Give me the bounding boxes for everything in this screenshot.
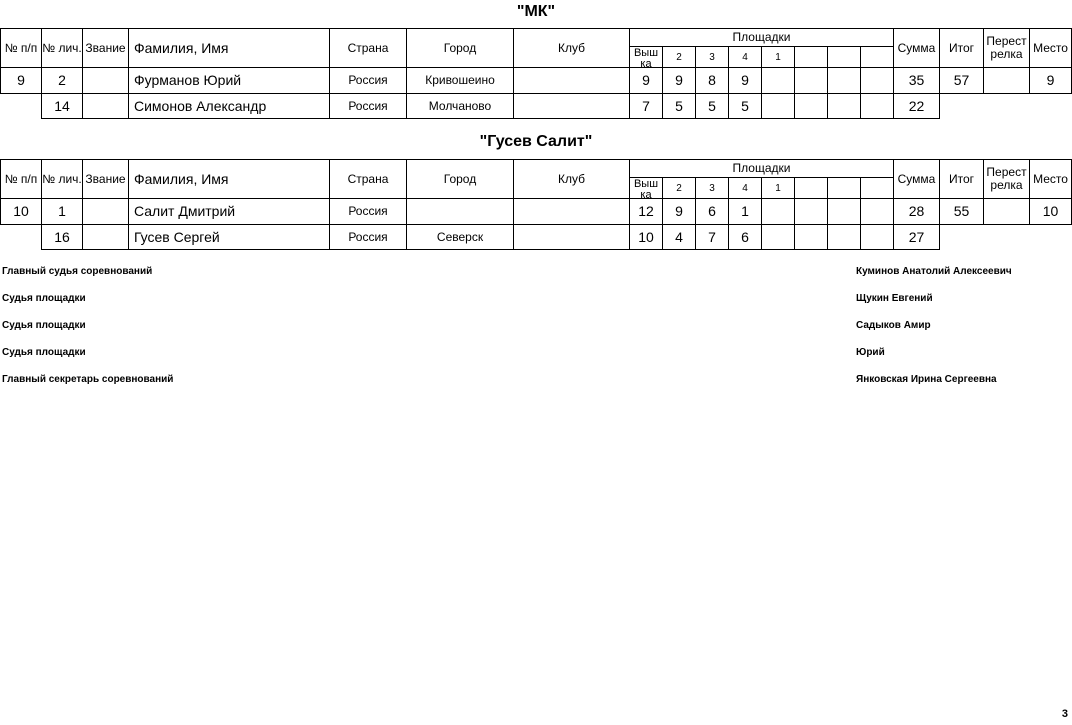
area-score [794,67,828,94]
signature-person: Щукин Евгений [856,293,933,304]
competitor-sum: 27 [893,224,940,250]
competitor-sum: 22 [893,93,940,119]
signature-role: Судья площадки [2,320,86,331]
area-score [860,198,894,225]
header-area-2: 2 [662,177,696,199]
team-shootoff [983,198,1030,225]
area-score: 5 [728,93,762,119]
competitor-country: Россия [329,67,407,94]
team-total: 57 [939,67,984,94]
competitor-city: Молчаново [406,93,514,119]
signature-person: Куминов Анатолий Алексеевич [856,266,1012,277]
competitor-city: Кривошеино [406,67,514,94]
header-rank: Звание [82,159,129,199]
competitor-country: Россия [329,224,407,250]
competitor-rank [82,198,129,225]
header-country: Страна [329,28,407,68]
signature-person: Юрий [856,347,885,358]
area-score [794,198,828,225]
header-area-7 [827,177,861,199]
header-areas: Площадки [629,159,894,178]
team-total: 55 [939,198,984,225]
team-number: 9 [0,67,42,94]
team-place: 9 [1029,67,1072,94]
signature-role: Судья площадки [2,293,86,304]
header-area-1: Выш ка [629,46,663,68]
competitor-city [406,198,514,225]
area-score: 5 [695,93,729,119]
header-club: Клуб [513,28,630,68]
header-area-2: 2 [662,46,696,68]
header-name: Фамилия, Имя [128,159,330,199]
area-score [827,224,861,250]
signature-person: Садыков Амир [856,320,931,331]
area-score [860,67,894,94]
header-area-1: Выш ка [629,177,663,199]
competitor-rank [82,224,129,250]
competitor-name: Симонов Александр [128,93,330,119]
area-score [860,224,894,250]
competitor-country: Россия [329,198,407,225]
area-score [827,198,861,225]
team-shootoff [983,67,1030,94]
competitor-country: Россия [329,93,407,119]
signature-role: Главный судья соревнований [2,266,153,277]
competitor-license: 14 [41,93,83,119]
competitor-license: 16 [41,224,83,250]
header-shootoff: Перест релка [983,28,1030,68]
header-area-8 [860,177,894,199]
signature-person: Янковская Ирина Сергеевна [856,374,997,385]
area-score: 9 [662,67,696,94]
team-number: 10 [0,198,42,225]
area-score [761,67,795,94]
header-num: № п/п [0,159,42,199]
competitor-license: 2 [41,67,83,94]
area-score: 1 [728,198,762,225]
area-score [794,93,828,119]
area-score: 7 [629,93,663,119]
team-title: "Гусев Салит" [479,133,593,150]
competitor-name: Фурманов Юрий [128,67,330,94]
competitor-rank [82,67,129,94]
header-area-4: 4 [728,177,762,199]
header-rank: Звание [82,28,129,68]
competitor-club [513,93,630,119]
header-area-3: 3 [695,46,729,68]
page-number: 3 [1061,708,1068,720]
header-total: Итог [939,159,984,199]
header-area-8 [860,46,894,68]
signature-role: Главный секретарь соревнований [2,374,174,385]
team-title: "МК" [516,3,556,20]
header-city: Город [406,159,514,199]
competitor-club [513,198,630,225]
competitor-sum: 28 [893,198,940,225]
signature-role: Судья площадки [2,347,86,358]
area-score: 9 [629,67,663,94]
header-club: Клуб [513,159,630,199]
header-area-4: 4 [728,46,762,68]
area-score: 9 [728,67,762,94]
header-place: Место [1029,28,1072,68]
header-city: Город [406,28,514,68]
competitor-sum: 35 [893,67,940,94]
area-score [827,93,861,119]
competitor-license: 1 [41,198,83,225]
competitor-name: Гусев Сергей [128,224,330,250]
header-area-5: 1 [761,46,795,68]
competitor-name: Салит Дмитрий [128,198,330,225]
competitor-city: Северск [406,224,514,250]
header-place: Место [1029,159,1072,199]
area-score [860,93,894,119]
competitor-club [513,67,630,94]
header-area-7 [827,46,861,68]
area-score: 10 [629,224,663,250]
area-score [827,67,861,94]
header-country: Страна [329,159,407,199]
area-score [761,224,795,250]
header-shootoff: Перест релка [983,159,1030,199]
competitor-club [513,224,630,250]
competitor-rank [82,93,129,119]
header-sum: Сумма [893,28,940,68]
header-sum: Сумма [893,159,940,199]
header-total: Итог [939,28,984,68]
area-score: 7 [695,224,729,250]
team-place: 10 [1029,198,1072,225]
area-score: 9 [662,198,696,225]
area-score: 6 [728,224,762,250]
area-score: 8 [695,67,729,94]
area-score [761,93,795,119]
header-area-3: 3 [695,177,729,199]
area-score [761,198,795,225]
header-area-6 [794,46,828,68]
area-score [794,224,828,250]
header-num: № п/п [0,28,42,68]
header-area-6 [794,177,828,199]
area-score: 5 [662,93,696,119]
area-score: 12 [629,198,663,225]
header-areas: Площадки [629,28,894,47]
header-lic: № лич. [41,159,83,199]
area-score: 6 [695,198,729,225]
header-area-5: 1 [761,177,795,199]
header-lic: № лич. [41,28,83,68]
area-score: 4 [662,224,696,250]
header-name: Фамилия, Имя [128,28,330,68]
